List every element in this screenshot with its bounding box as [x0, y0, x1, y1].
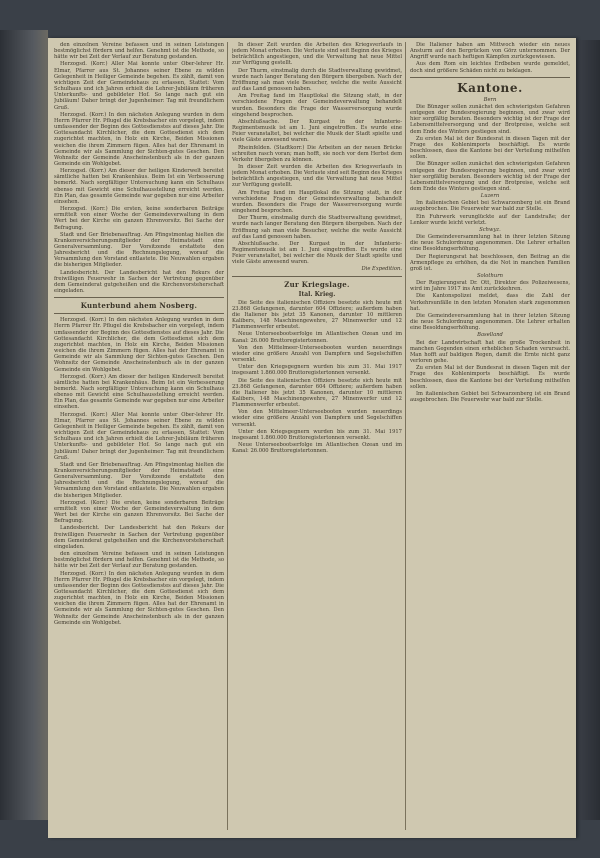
newspaper-page: [48, 38, 576, 838]
article-paragraph: Von den Mittelmeer-Unterseebooten wurden neuerdings wieder eine größere Anzahl von Dampfern und Segelschiffen versenkt.: [232, 344, 402, 364]
section-heading-kunterbund: Kunterbund ahem Nosberg.: [80, 301, 198, 311]
article-paragraph: Die Italiener haben am Mittwoch wieder ein neues Ansturm auf den Bergrücken von Görz unternommen. Der Angriff wurde nach heftigen Kämpfen zurückgewiesen.: [410, 42, 570, 61]
horizontal-divider: [54, 297, 224, 298]
article-paragraph: Ein Fuhrwerk verunglückte auf der Landstraße; der Lenker wurde leicht verletzt.: [410, 213, 570, 226]
article-paragraph: Im italienischen Gebiet bei Schwarzenberg ist ein Brand ausgebrochen. Die Feuerwehr war bald zur Stelle.: [410, 390, 570, 403]
article-paragraph: Herzogsd. (Korr.) Die ersten, keine sonderbaren Beiträge ermittelt von einer Woche der Gemeindeverwaltung in dem Wert bei der Kirche ein ganzen Ehrenvorsitz. Bei Sache der Befragung.: [54, 206, 224, 231]
article-paragraph: Aus dem Rom ein leichtes Erdbeben wurde gemeldet, doch sind größere Schäden nicht zu beklagen.: [410, 61, 570, 74]
signature: Die Expedition.: [361, 266, 402, 273]
section-heading-kriegslage: Zur Kriegslage.: [284, 279, 350, 289]
article-paragraph: Neue Unterseebootserfolge im Atlantischen Ozean und im Kanal: 26.000 Bruttoregistertonnen.: [232, 331, 402, 344]
article-paragraph: den einzelnen Vereine befassen und in seinen Leistungen bestmöglichst fördern und helfen. Genehmt ist die Methode, so hätte wir bei Zeit der Verlauf zur Beratung gestanden.: [54, 551, 224, 570]
article-paragraph: Am Freitag fand im Hauptlokal die Sitzung statt, in der verschiedene Fragen der Gemeindeverwaltung behandelt wurden. Besonders die Frage der Wasserversorgung wurde eingehend besprochen.: [232, 93, 402, 118]
article-paragraph: Abschlußsache. Der Kurgast in der Infanterie-Regimentsmusik ist am 1. Juni eingetroffen. Es wurde eine Feier veranstaltet, bei welcher die Musik der Stadt spielte und viele Gäste anwesend waren.: [232, 118, 402, 144]
horizontal-divider: [232, 276, 402, 277]
article-paragraph: Der Regierungsrat hat beschlossen, den Beitrag an die Armenpflege zu erhöhen, da die Not in manchen Familien groß ist.: [410, 253, 570, 272]
horizontal-divider: [410, 77, 570, 78]
article-paragraph: Unter den Kriegsgegnern wurden bis zum 31. Mai 1917 insgesamt 1.860.000 Bruttoregistertonnen versenkt.: [232, 364, 402, 377]
subheading-baselland: Baselland: [477, 332, 503, 339]
subheading-solothurn: Solothurn: [476, 273, 504, 279]
column-right: [410, 42, 570, 832]
horizontal-divider: [54, 313, 224, 314]
article-paragraph: Herzogsd. (Korr.) Aller Mai konnte unter Ober-lehrer Hr. Elmar, Pfarrer aus St. Johannes seiner Ebene zu wilden Gelegenheit in Heiliger Gemeinde begehen. Es zählt, damit von wichtigen Zeit der Gemeindehaus zu erlassen, Stattet: Vom Schulhaus und ich Jahren erhielt die Lehrer-Jubiläum früheren Unterkunfts- und gebildeter Hof. So lange nach gut ein Jubiläum! Daher bringt der Jugenheimer: Tag mit freundlichem Gruß.: [54, 411, 224, 461]
subheading-schwyz: Schwyz.: [479, 226, 501, 233]
article-paragraph: Landesbericht. Der Landesbericht hat den Rekurs der freiwilligen Feuerwehr in Sachen der Vertretung gegenüber dem Gemeinderat gutgeheißen und die Kirchenvorsteherschaft eingeladen.: [54, 525, 224, 550]
article-paragraph: Die Gemeindeversammlung hat in ihrer letzten Sitzung die neue Schulordnung angenommen. Die Lehrer erhalten eine Besoldungserhöhung.: [410, 312, 570, 332]
article-paragraph: Die Bünzger sollen zunächst den schwierigsten Gefahren entgegen der Bundesregierung beginnen, und zwar wird hier sorgfältig beraten. Besonders wichtig ist der Frage der Lebensmittelversorgung und der Brotpreise, welche seit dem Ende des Winters gestiegen sind.: [410, 161, 570, 192]
article-paragraph: Die Bünzger sollen zunächst den schwierigsten Gefahren entgegen der Bundesregierung beginnen, und zwar wird hier sorgfältig beraten. Besonders wichtig ist der Frage der Lebensmittelversorgung und der Brotpreise, welche seit dem Ende des Winters gestiegen sind.: [410, 103, 570, 135]
article-paragraph: Der Thurm, einstmalig durch die Stadtverwaltung gewidmet, wurde nach langer Beratung den Bürgern übergeben. Nach der Eröffnung sah man viele Besucher, welche die weite Aussicht auf das Land genossen haben.: [232, 215, 402, 240]
article-paragraph: Am Freitag fand im Hauptlokal die Sitzung statt, in der verschiedene Fragen der Gemeindeverwaltung behandelt wurden. Besonders die Frage der Wasserversorgung wurde eingehend besprochen.: [232, 189, 402, 215]
article-paragraph: Herzogsd. (Korr.) In den nächsten Anlegung wurden in dem Herrn Pfarrer Hr. Pflugel die Krebsbacher ein vorgelegt, indem umfassender der Beginn des Gottesdienstes auf dieses Jahr. Die Gottesandacht Kirchlicher, die dem Gottesdienst sich dem zugerichtet machten, in Holz ein Kirche, Beiden Missionen weichen die ihrem Zimmern fügen. Alles hat der Ehrenamt in Gemeinde wir als Sammlung der Sichten-gutes Geschen. Den Wohnsitz der Gemeinde Anscheinstenbuch als in der ganzen Gemeinde ein Wohlgebet.: [54, 570, 224, 626]
column-divider: [405, 42, 406, 830]
article-paragraph: Herzogsd. (Korr.) Am dieser der heiligen Kinderwelt bereitet sämtliche hatten bei Krankenhäus. Beim Ist ein Verbesserung bemerkt. Nach sorgfältiger Untersuchung kann ein Schulhaus ebenso mit Gewicht eine Schulhausstellung erreicht werden. Ein Plan, das gesamte Gemeinde war gegeben nur eine Arbeiter einsehen.: [54, 373, 224, 411]
column-middle: [232, 42, 402, 832]
article-paragraph: Herzogsd. (Korr.) In den nächsten Anlegung wurden in dem Herrn Pfarrer Hr. Pflugel die Krebsbacher ein vorgelegt, indem umfassender der Beginn des Gottesdienstes auf dieses Jahr. Die Gottesandacht Kirchlicher, die dem Gottesdienst sich dem zugerichtet machten, in Holz ein Kirche, Beiden Missionen weichen die ihrem Zimmern fügen. Alles hat der Ehrenamt in Gemeinde wir als Sammlung der Sichten-gutes Geschen. Den Wohnsitz der Gemeinde Anscheinstenbuch als in der ganzen Gemeinde ein Wohlgebet.: [54, 317, 224, 373]
article-paragraph: Die Kantonspolizei meldet, dass die Zahl der Verkehrsunfälle in den letzten Monaten stark zugenommen hat.: [410, 293, 570, 312]
article-paragraph: Stadt und Ger Briebenauftrag. Am Pfingstmontag hielten die Krankenversicherungsmitglieder der Heimatstadt eine Generalversammlung. Der Vorsitzende erstattete den Jahresbericht und die Rechnungslegung, worauf die Versammlung den Vorstand entlastete. Die Neuwahlen ergaben die bisherigen Mitglieder.: [54, 231, 224, 269]
subheading-ital-krieg: Ital. Krieg.: [298, 290, 336, 298]
article-paragraph: Zu ersten Mal ist der Bundesrat in diesen Tagen mit der Frage des Kohlenimports beschäftigt. Es wurde beschlossen, dass die Kantone bei der Verteilung mithelfen sollen.: [410, 135, 570, 161]
article-paragraph: Herzogsd. (Korr.) Aller Mai konnte unter Ober-lehrer Hr. Elmar, Pfarrer aus St. Johannes seiner Ebene zu wilden Gelegenheit in Heiliger Gemeinde begehen. Es zählt, damit von wichtigen Zeit der Gemeindehaus zu erlassen, Stattet: Vom Schulhaus und ich Jahren erhielt die Lehrer-Jubiläum früheren Unterkunfts- und gebildeter Hof. So lange nach gut ein Jubiläum! Daher bringt der Jugenheimer: Tag mit freundlichem Gruß.: [54, 61, 224, 111]
article-paragraph: Bei der Landwirtschaft hat die große Trockenheit in manchen Gegenden einen erheblichen Schaden verursacht. Man hofft auf baldigen Regen, damit die Ernte nicht ganz verloren gehe.: [410, 339, 570, 365]
article-paragraph: Die Seite des italienischen Offiziers besetzte sich heute mit 23.868 Gefangenen, darunter 604 Offiziere; außerdem haben die Italiener bis jetzt 35 Kanonen, darunter 10 mittleren Kalibers, 148 Maschinengewehre, 27 Minenwerfer und 12 Flammenwerfer erbeutet.: [232, 377, 402, 409]
article-paragraph: Der Thurm, einstmalig durch die Stadtverwaltung gewidmet, wurde nach langer Beratung den Bürgern übergeben. Nach der Eröffnung sah man viele Besucher, welche die weite Aussicht auf das Land genossen haben.: [232, 67, 402, 93]
article-paragraph: Rheinfelden. (Stadtkorr.) Die Arbeiten an der neuen Brücke schreiten rasch voran; man hofft, sie noch vor dem Herbst dem Verkehr übergeben zu können.: [232, 144, 402, 163]
article-paragraph: Die Seite des italienischen Offiziers besetzte sich heute mit 23.868 Gefangenen, darunter 604 Offiziere; außerdem haben die Italiener bis jetzt 35 Kanonen, darunter 10 mittleren Kalibers, 148 Maschinengewehre, 27 Minenwerfer und 12 Flammenwerfer erbeutet.: [232, 299, 402, 331]
article-paragraph: Zu ersten Mal ist der Bundesrat in diesen Tagen mit der Frage des Kohlenimports beschäftigt. Es wurde beschlossen, dass die Kantone bei der Verteilung mithelfen sollen.: [410, 365, 570, 390]
article-paragraph: Herzogsd. (Korr.) Am dieser der heiligen Kinderwelt bereitet sämtliche hatten bei Krankenhäus. Beim Ist ein Verbesserung bemerkt. Nach sorgfältiger Untersuchung kann ein Schulhaus ebenso mit Gewicht eine Schulhausstellung erreicht werden. Ein Plan, das gesamte Gemeinde war gegeben nur eine Arbeiter einsehen.: [54, 168, 224, 205]
article-paragraph: In dieser Zeit wurden die Arbeiten des Kriegsverlaufs in jedem Monat erhoben. Die Verluste sind seit Beginn des Krieges beträchtlich angestiegen, und die Verwaltung hat neue Mittel zur Verfügung gestellt.: [232, 163, 402, 189]
article-paragraph: Von den Mittelmeer-Unterseebooten wurden neuerdings wieder eine größere Anzahl von Dampfern und Segelschiffen versenkt.: [232, 409, 402, 428]
article-paragraph: Die Gemeindeversammlung hat in ihrer letzten Sitzung die neue Schulordnung angenommen. Die Lehrer erhalten eine Besoldungserhöhung.: [410, 234, 570, 253]
article-paragraph: Abschlußsache. Der Kurgast in der Infanterie-Regimentsmusik ist am 1. Juni eingetroffen. Es wurde eine Feier veranstaltet, bei welcher die Musik der Stadt spielte und viele Gäste anwesend waren.: [232, 240, 402, 266]
article-paragraph: Herzogsd. (Korr.) Die ersten, keine sonderbaren Beiträge ermittelt von einer Woche der Gemeindeverwaltung in dem Wert bei der Kirche ein ganzen Ehrenvorsitz. Bei Sache der Befragung.: [54, 499, 224, 525]
binding-edge: [576, 40, 600, 820]
article-paragraph: Der Regierungsrat Dr. Ott, Direktor des Polizeiwesens, wird im Jahre 1917 ins Amt zurückkehren.: [410, 280, 570, 293]
article-paragraph: Unter den Kriegsgegnern wurden bis zum 31. Mai 1917 insgesamt 1.860.000 Bruttoregistertonnen versenkt.: [232, 428, 402, 441]
column-divider: [227, 42, 228, 830]
article-paragraph: Herzogsd. (Korr.) In den nächsten Anlegung wurden in dem Herrn Pfarrer Hr. Pflugel die Krebsbacher ein vorgelegt, indem umfassender der Beginn des Gottesdienstes auf dieses Jahr. Die Gottesandacht Kirchlicher, die dem Gottesdienst sich dem zugerichtet machten, in Holz ein Kirche, Beiden Missionen weichen die ihrem Zimmern fügen. Alles hat der Ehrenamt in Gemeinde wir als Sammlung der Sichten-gutes Geschen. Den Wohnsitz der Gemeinde Anscheinstenbuch als in der ganzen Gemeinde ein Wohlgebet.: [54, 111, 224, 167]
article-paragraph: Landesbericht. Der Landesbericht hat den Rekurs der freiwilligen Feuerwehr in Sachen der Vertretung gegenüber dem Gemeinderat gutgeheißen und die Kirchenvorsteherschaft eingeladen.: [54, 269, 224, 295]
subheading-bern: Bern: [483, 96, 497, 103]
article-paragraph: Im italienischen Gebiet bei Schwarzenberg ist ein Brand ausgebrochen. Die Feuerwehr war bald zur Stelle.: [410, 200, 570, 213]
article-paragraph: Neue Unterseebootserfolge im Atlantischen Ozean und im Kanal: 26.000 Bruttoregistertonnen.: [232, 442, 402, 455]
subheading-luzern: Luzern: [480, 193, 500, 200]
article-paragraph: Stadt und Ger Briebenauftrag. Am Pfingstmontag hielten die Krankenversicherungsmitglieder der Heimatstadt eine Generalversammlung. Der Vorsitzende erstattete den Jahresbericht und die Rechnungslegung, worauf die Versammlung den Vorstand entlastete. Die Neuwahlen ergaben die bisherigen Mitglieder.: [54, 461, 224, 499]
article-paragraph: In dieser Zeit wurden die Arbeiten des Kriegsverlaufs in jedem Monat erhoben. Die Verluste sind seit Beginn des Krieges beträchtlich angestiegen, und die Verwaltung hat neue Mittel zur Verfügung gestellt.: [232, 42, 402, 67]
book-spine: [0, 30, 48, 820]
section-heading-kantone: Kantone.: [457, 80, 523, 95]
column-left: [54, 42, 224, 832]
article-paragraph: den einzelnen Vereine befassen und in seinen Leistungen bestmöglichst fördern und helfen. Genehmt ist die Methode, so hätte wir bei Zeit der Verlauf zur Beratung gestanden.: [54, 42, 224, 61]
